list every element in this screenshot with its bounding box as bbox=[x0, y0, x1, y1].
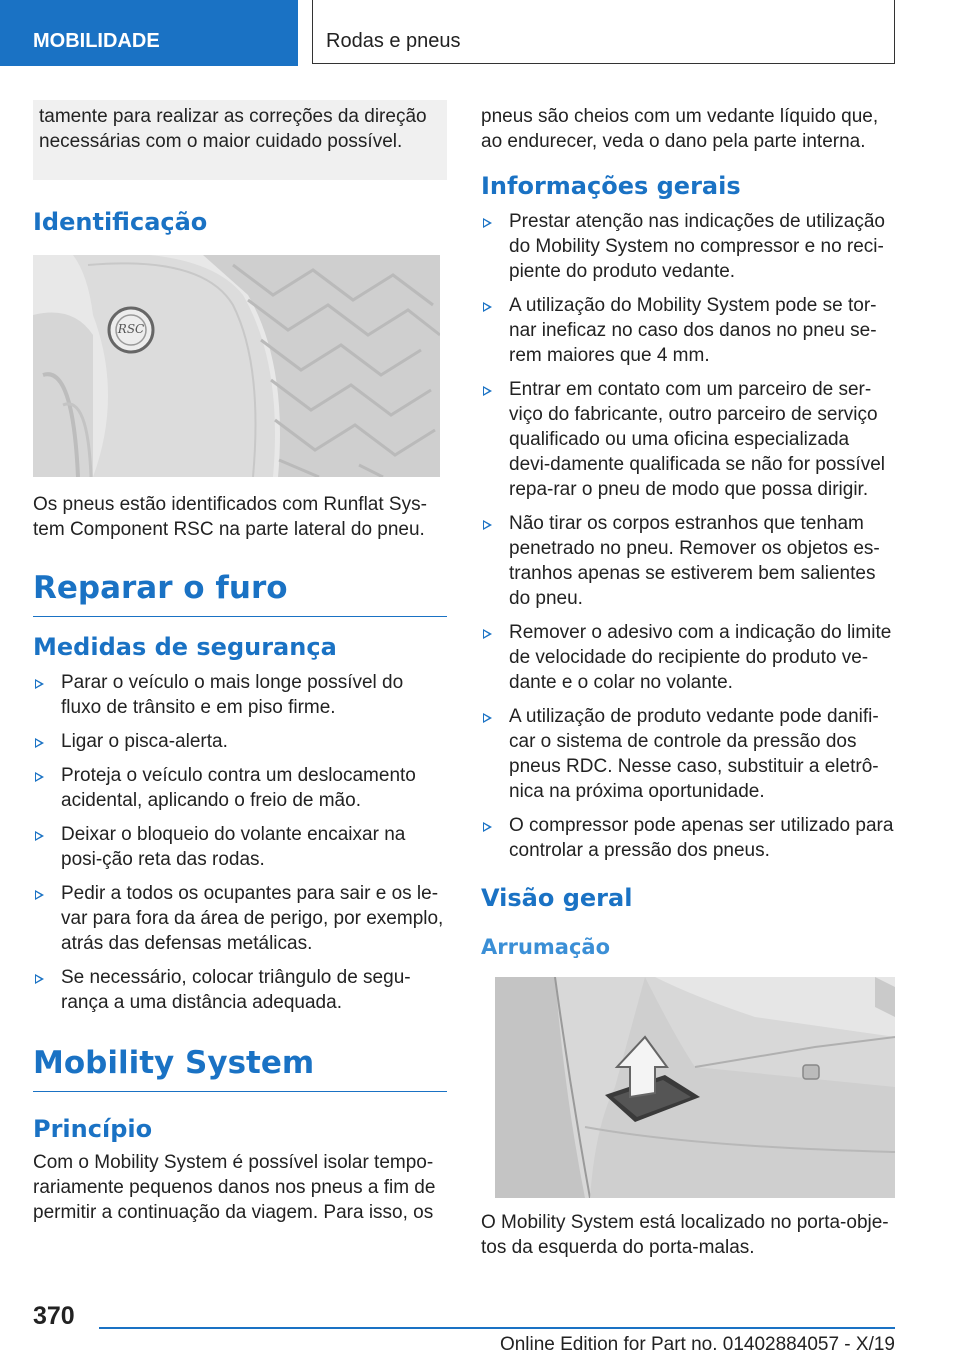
list-item: Parar o veículo o mais longe possível do fluxo de trânsito e em piso firme. bbox=[33, 670, 447, 720]
info-list bbox=[481, 209, 895, 863]
right-column bbox=[481, 100, 895, 1260]
heading-reparar-o-furo: Reparar o furo bbox=[33, 568, 447, 617]
list-item: A utilização do Mobility System pode se tor-nar ineficaz no caso dos danos no pneu se-rem maiores que 4 mm. bbox=[481, 293, 895, 368]
trunk-illustration bbox=[495, 977, 895, 1198]
footer-rule bbox=[99, 1327, 895, 1329]
triangle-bullet-icon bbox=[35, 772, 44, 782]
tire-drawing bbox=[33, 255, 440, 477]
heading-identificacao: Identificação bbox=[33, 208, 208, 236]
triangle-bullet-icon bbox=[483, 822, 492, 832]
heading-medidas-de-seguranca: Medidas de segurança bbox=[33, 633, 337, 661]
list-item: Deixar o bloqueio do volante encaixar na posi-ção reta das rodas. bbox=[33, 822, 447, 872]
intro-text: pneus são cheios com um vedante líquido que, ao endurecer, veda o dano pela parte interna. bbox=[481, 106, 879, 152]
heading-mobility-system: Mobility System bbox=[33, 1043, 447, 1092]
header-divider bbox=[312, 0, 313, 64]
list-item: Proteja o veículo contra um deslocamento acidental, aplicando o freio de mão. bbox=[33, 763, 447, 813]
triangle-bullet-icon bbox=[483, 713, 492, 723]
list-item: Pedir a todos os ocupantes para sair e os le-var para fora da área de perigo, por exemplo, atrás das defensas metálicas. bbox=[33, 881, 447, 956]
list-item: O compressor pode apenas ser utilizado para controlar a pressão dos pneus. bbox=[481, 813, 895, 863]
triangle-bullet-icon bbox=[483, 520, 492, 530]
heading-arrumacao: Arrumação bbox=[481, 935, 611, 959]
list-item: Não tirar os corpos estranhos que tenham penetrado no pneu. Remover os objetos es-tranhos apenas se estiverem bem salientes do pneu. bbox=[481, 511, 895, 611]
triangle-bullet-icon bbox=[35, 831, 44, 841]
arrumacao-text: O Mobility System está localizado no porta-obje-tos da esquerda do porta-malas. bbox=[481, 1212, 889, 1258]
rsc-logo-text: RSC bbox=[117, 322, 145, 336]
page-header bbox=[0, 0, 960, 66]
tire-illustration bbox=[33, 255, 440, 477]
triangle-bullet-icon bbox=[483, 629, 492, 639]
triangle-bullet-icon bbox=[35, 890, 44, 900]
chapter-title: Rodas e pneus bbox=[312, 0, 895, 64]
heading-informacoes-gerais: Informações gerais bbox=[481, 172, 741, 200]
left-column bbox=[33, 100, 447, 1225]
principio-text: Com o Mobility System é possível isolar tempo-rariamente pequenos danos nos pneus a fim de permitir a continuação da viagem. Para isso, os bbox=[33, 1152, 436, 1223]
triangle-bullet-icon bbox=[483, 386, 492, 396]
medidas-list bbox=[33, 670, 447, 1015]
list-item: Prestar atenção nas indicações de utilização do Mobility System no compressor e no reci-piente do produto vedante. bbox=[481, 209, 895, 284]
list-item: Ligar o pisca-alerta. bbox=[33, 729, 447, 754]
page-number: 370 bbox=[33, 1302, 75, 1330]
identificacao-text: Os pneus estão identificados com Runflat Sys-tem Component RSC na parte lateral do pneu. bbox=[33, 494, 427, 540]
triangle-bullet-icon bbox=[483, 218, 492, 228]
list-item: Se necessário, colocar triângulo de segu-rança a uma distância adequada. bbox=[33, 965, 447, 1015]
triangle-bullet-icon bbox=[35, 974, 44, 984]
edition-text: Online Edition for Part no. 01402884057 - X/19 bbox=[499, 1334, 895, 1355]
heading-visao-geral: Visão geral bbox=[481, 884, 633, 912]
list-item: Remover o adesivo com a indicação do limite de velocidade do recipiente do produto ve-dante e o colar no volante. bbox=[481, 620, 895, 695]
trunk-drawing bbox=[495, 977, 895, 1198]
list-item: A utilização de produto vedante pode danifi-car o sistema de controle da pressão dos pneus RDC. Nesse caso, substituir a eletrô-nica na próxima oportunidade. bbox=[481, 704, 895, 804]
triangle-bullet-icon bbox=[35, 738, 44, 748]
note-box: tamente para realizar as correções da direção necessárias com o maior cuidado possível. bbox=[33, 100, 447, 180]
heading-principio: Princípio bbox=[33, 1115, 153, 1143]
triangle-bullet-icon bbox=[35, 679, 44, 689]
section-tab: MOBILIDADE bbox=[0, 0, 298, 66]
list-item: Entrar em contato com um parceiro de ser-viço do fabricante, outro parceiro de serviço qualificado ou uma oficina especializada devi-damente qualificada se não for possível repa-rar o pneu de modo que possa dirigir. bbox=[481, 377, 895, 502]
triangle-bullet-icon bbox=[483, 302, 492, 312]
